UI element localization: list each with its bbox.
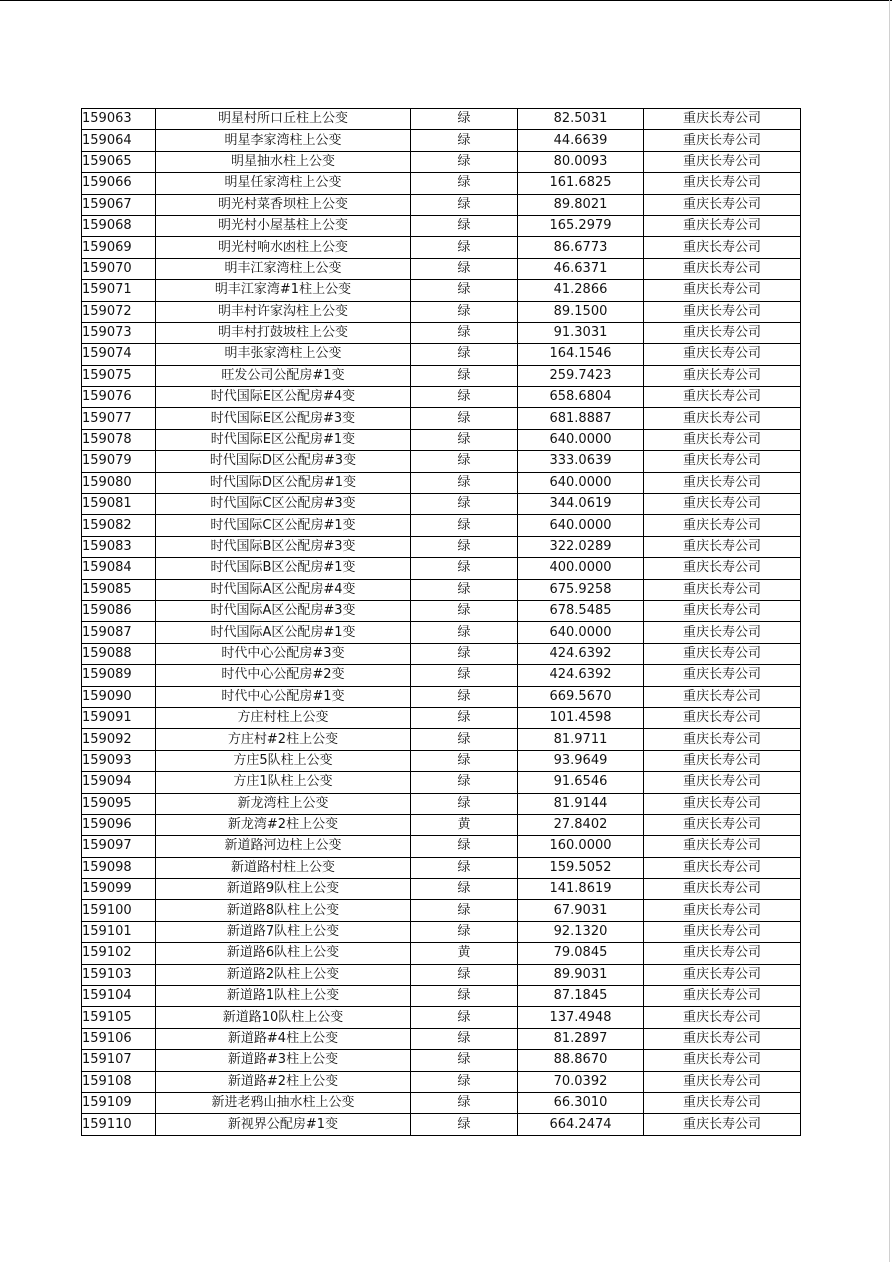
id-cell: 159068 (82, 215, 156, 236)
value-cell: 640.0000 (518, 622, 644, 643)
company-cell: 重庆长寿公司 (644, 322, 801, 343)
table-row (82, 1028, 801, 1049)
table-row (82, 772, 801, 793)
value-cell: 82.5031 (518, 109, 644, 130)
table-row (82, 494, 801, 515)
name-cell: 新道路2队柱上公变 (156, 964, 411, 985)
name-cell: 新龙湾柱上公变 (156, 793, 411, 814)
status-color-cell: 绿 (411, 836, 518, 857)
status-color-cell: 绿 (411, 772, 518, 793)
table-row (82, 536, 801, 557)
table-row (82, 1050, 801, 1071)
id-cell: 159109 (82, 1092, 156, 1113)
status-color-cell: 绿 (411, 1114, 518, 1135)
name-cell: 时代国际C区公配房#3变 (156, 494, 411, 515)
status-color-cell: 绿 (411, 301, 518, 322)
name-cell: 新道路#3柱上公变 (156, 1050, 411, 1071)
value-cell: 46.6371 (518, 258, 644, 279)
company-cell: 重庆长寿公司 (644, 857, 801, 878)
value-cell: 160.0000 (518, 836, 644, 857)
table-row (82, 1092, 801, 1113)
status-color-cell: 绿 (411, 494, 518, 515)
value-cell: 70.0392 (518, 1071, 644, 1092)
value-cell: 89.9031 (518, 964, 644, 985)
id-cell: 159091 (82, 707, 156, 728)
status-color-cell: 绿 (411, 986, 518, 1007)
id-cell: 159073 (82, 322, 156, 343)
name-cell: 方庄5队柱上公变 (156, 750, 411, 771)
id-cell: 159080 (82, 472, 156, 493)
company-cell: 重庆长寿公司 (644, 194, 801, 215)
value-cell: 681.8887 (518, 408, 644, 429)
value-cell: 664.2474 (518, 1114, 644, 1135)
name-cell: 新道路#2柱上公变 (156, 1071, 411, 1092)
value-cell: 322.0289 (518, 536, 644, 557)
table-row (82, 408, 801, 429)
value-cell: 91.3031 (518, 322, 644, 343)
value-cell: 640.0000 (518, 472, 644, 493)
value-cell: 640.0000 (518, 515, 644, 536)
company-cell: 重庆长寿公司 (644, 472, 801, 493)
value-cell: 86.6773 (518, 237, 644, 258)
name-cell: 新道路1队柱上公变 (156, 986, 411, 1007)
id-cell: 159079 (82, 451, 156, 472)
id-cell: 159106 (82, 1028, 156, 1049)
value-cell: 80.0093 (518, 151, 644, 172)
company-cell: 重庆长寿公司 (644, 729, 801, 750)
company-cell: 重庆长寿公司 (644, 943, 801, 964)
table-row (82, 600, 801, 621)
table-row (82, 921, 801, 942)
table-row (82, 151, 801, 172)
company-cell: 重庆长寿公司 (644, 750, 801, 771)
id-cell: 159082 (82, 515, 156, 536)
value-cell: 81.2897 (518, 1028, 644, 1049)
id-cell: 159104 (82, 986, 156, 1007)
id-cell: 159074 (82, 344, 156, 365)
table-row (82, 1007, 801, 1028)
name-cell: 明丰村许家沟柱上公变 (156, 301, 411, 322)
value-cell: 92.1320 (518, 921, 644, 942)
name-cell: 时代国际A区公配房#4变 (156, 579, 411, 600)
company-cell: 重庆长寿公司 (644, 344, 801, 365)
value-cell: 161.6825 (518, 173, 644, 194)
company-cell: 重庆长寿公司 (644, 1092, 801, 1113)
name-cell: 新进老鸦山抽水柱上公变 (156, 1092, 411, 1113)
id-cell: 159098 (82, 857, 156, 878)
table-row (82, 986, 801, 1007)
table-row (82, 622, 801, 643)
company-cell: 重庆长寿公司 (644, 707, 801, 728)
company-cell: 重庆长寿公司 (644, 579, 801, 600)
status-color-cell: 绿 (411, 258, 518, 279)
table-row (82, 301, 801, 322)
value-cell: 137.4948 (518, 1007, 644, 1028)
status-color-cell: 绿 (411, 194, 518, 215)
company-cell: 重庆长寿公司 (644, 536, 801, 557)
company-cell: 重庆长寿公司 (644, 1050, 801, 1071)
table-row (82, 194, 801, 215)
value-cell: 669.5670 (518, 686, 644, 707)
value-cell: 165.2979 (518, 215, 644, 236)
table-row (82, 686, 801, 707)
value-cell: 333.0639 (518, 451, 644, 472)
name-cell: 明星任家湾柱上公变 (156, 173, 411, 194)
name-cell: 时代国际E区公配房#4变 (156, 387, 411, 408)
value-cell: 424.6392 (518, 643, 644, 664)
company-cell: 重庆长寿公司 (644, 1071, 801, 1092)
id-cell: 159088 (82, 643, 156, 664)
status-color-cell: 绿 (411, 750, 518, 771)
name-cell: 明光村小屋基柱上公变 (156, 215, 411, 236)
status-color-cell: 绿 (411, 558, 518, 579)
name-cell: 时代国际D区公配房#3变 (156, 451, 411, 472)
table-row (82, 451, 801, 472)
id-cell: 159094 (82, 772, 156, 793)
id-cell: 159099 (82, 879, 156, 900)
table-row (82, 879, 801, 900)
value-cell: 88.8670 (518, 1050, 644, 1071)
status-color-cell: 绿 (411, 173, 518, 194)
name-cell: 新视界公配房#1变 (156, 1114, 411, 1135)
table-row (82, 515, 801, 536)
table-row (82, 387, 801, 408)
name-cell: 新道路8队柱上公变 (156, 900, 411, 921)
name-cell: 时代国际A区公配房#3变 (156, 600, 411, 621)
company-cell: 重庆长寿公司 (644, 130, 801, 151)
name-cell: 新道路10队柱上公变 (156, 1007, 411, 1028)
table-row (82, 130, 801, 151)
name-cell: 明丰江家湾#1柱上公变 (156, 280, 411, 301)
page-top-border (0, 0, 892, 1)
status-color-cell: 绿 (411, 857, 518, 878)
value-cell: 81.9144 (518, 793, 644, 814)
status-color-cell: 绿 (411, 643, 518, 664)
id-cell: 159077 (82, 408, 156, 429)
company-cell: 重庆长寿公司 (644, 494, 801, 515)
status-color-cell: 绿 (411, 900, 518, 921)
id-cell: 159064 (82, 130, 156, 151)
value-cell: 79.0845 (518, 943, 644, 964)
table-row (82, 964, 801, 985)
status-color-cell: 绿 (411, 686, 518, 707)
table-row (82, 558, 801, 579)
value-cell: 424.6392 (518, 665, 644, 686)
company-cell: 重庆长寿公司 (644, 215, 801, 236)
id-cell: 159097 (82, 836, 156, 857)
id-cell: 159110 (82, 1114, 156, 1135)
company-cell: 重庆长寿公司 (644, 173, 801, 194)
status-color-cell: 绿 (411, 215, 518, 236)
id-cell: 159072 (82, 301, 156, 322)
name-cell: 方庄1队柱上公变 (156, 772, 411, 793)
status-color-cell: 绿 (411, 151, 518, 172)
company-cell: 重庆长寿公司 (644, 151, 801, 172)
name-cell: 时代国际A区公配房#1变 (156, 622, 411, 643)
name-cell: 时代国际E区公配房#1变 (156, 429, 411, 450)
company-cell: 重庆长寿公司 (644, 280, 801, 301)
status-color-cell: 绿 (411, 387, 518, 408)
table-row (82, 215, 801, 236)
company-cell: 重庆长寿公司 (644, 408, 801, 429)
status-color-cell: 绿 (411, 729, 518, 750)
company-cell: 重庆长寿公司 (644, 258, 801, 279)
status-color-cell: 绿 (411, 707, 518, 728)
table-row (82, 579, 801, 600)
value-cell: 89.8021 (518, 194, 644, 215)
value-cell: 675.9258 (518, 579, 644, 600)
company-cell: 重庆长寿公司 (644, 836, 801, 857)
id-cell: 159102 (82, 943, 156, 964)
name-cell: 旺发公司公配房#1变 (156, 365, 411, 386)
status-color-cell: 绿 (411, 408, 518, 429)
id-cell: 159090 (82, 686, 156, 707)
name-cell: 时代中心公配房#1变 (156, 686, 411, 707)
company-cell: 重庆长寿公司 (644, 964, 801, 985)
status-color-cell: 黄 (411, 814, 518, 835)
status-color-cell: 绿 (411, 600, 518, 621)
company-cell: 重庆长寿公司 (644, 1007, 801, 1028)
value-cell: 658.6804 (518, 387, 644, 408)
id-cell: 159078 (82, 429, 156, 450)
value-cell: 91.6546 (518, 772, 644, 793)
table-row (82, 472, 801, 493)
id-cell: 159076 (82, 387, 156, 408)
id-cell: 159066 (82, 173, 156, 194)
status-color-cell: 绿 (411, 1050, 518, 1071)
status-color-cell: 绿 (411, 1007, 518, 1028)
id-cell: 159092 (82, 729, 156, 750)
value-cell: 344.0619 (518, 494, 644, 515)
name-cell: 新道路河边柱上公变 (156, 836, 411, 857)
status-color-cell: 绿 (411, 1028, 518, 1049)
status-color-cell: 绿 (411, 451, 518, 472)
value-cell: 678.5485 (518, 600, 644, 621)
name-cell: 明星抽水柱上公变 (156, 151, 411, 172)
name-cell: 时代国际E区公配房#3变 (156, 408, 411, 429)
name-cell: 明丰张家湾柱上公变 (156, 344, 411, 365)
table-row (82, 237, 801, 258)
id-cell: 159100 (82, 900, 156, 921)
name-cell: 新道路6队柱上公变 (156, 943, 411, 964)
company-cell: 重庆长寿公司 (644, 1028, 801, 1049)
value-cell: 141.8619 (518, 879, 644, 900)
status-color-cell: 绿 (411, 622, 518, 643)
company-cell: 重庆长寿公司 (644, 237, 801, 258)
table-row (82, 429, 801, 450)
company-cell: 重庆长寿公司 (644, 558, 801, 579)
table-row (82, 173, 801, 194)
id-cell: 159067 (82, 194, 156, 215)
table-row (82, 258, 801, 279)
company-cell: 重庆长寿公司 (644, 622, 801, 643)
table-row (82, 109, 801, 130)
status-color-cell: 绿 (411, 472, 518, 493)
id-cell: 159093 (82, 750, 156, 771)
status-color-cell: 绿 (411, 964, 518, 985)
value-cell: 66.3010 (518, 1092, 644, 1113)
value-cell: 400.0000 (518, 558, 644, 579)
table-row (82, 707, 801, 728)
value-cell: 159.5052 (518, 857, 644, 878)
name-cell: 时代国际B区公配房#3变 (156, 536, 411, 557)
id-cell: 159070 (82, 258, 156, 279)
table-row (82, 1114, 801, 1135)
company-cell: 重庆长寿公司 (644, 921, 801, 942)
value-cell: 164.1546 (518, 344, 644, 365)
id-cell: 159075 (82, 365, 156, 386)
company-cell: 重庆长寿公司 (644, 986, 801, 1007)
status-color-cell: 绿 (411, 793, 518, 814)
company-cell: 重庆长寿公司 (644, 772, 801, 793)
status-color-cell: 绿 (411, 921, 518, 942)
id-cell: 159081 (82, 494, 156, 515)
id-cell: 159105 (82, 1007, 156, 1028)
id-cell: 159071 (82, 280, 156, 301)
status-color-cell: 绿 (411, 579, 518, 600)
status-color-cell: 绿 (411, 429, 518, 450)
table-row (82, 836, 801, 857)
id-cell: 159084 (82, 558, 156, 579)
name-cell: 时代国际C区公配房#1变 (156, 515, 411, 536)
company-cell: 重庆长寿公司 (644, 515, 801, 536)
name-cell: 明星李家湾柱上公变 (156, 130, 411, 151)
status-color-cell: 绿 (411, 237, 518, 258)
status-color-cell: 绿 (411, 1092, 518, 1113)
table-row (82, 857, 801, 878)
status-color-cell: 绿 (411, 109, 518, 130)
company-cell: 重庆长寿公司 (644, 665, 801, 686)
status-color-cell: 绿 (411, 130, 518, 151)
company-cell: 重庆长寿公司 (644, 900, 801, 921)
id-cell: 159086 (82, 600, 156, 621)
table-row (82, 643, 801, 664)
id-cell: 159095 (82, 793, 156, 814)
name-cell: 时代国际B区公配房#1变 (156, 558, 411, 579)
id-cell: 159096 (82, 814, 156, 835)
table-row (82, 322, 801, 343)
id-cell: 159089 (82, 665, 156, 686)
company-cell: 重庆长寿公司 (644, 301, 801, 322)
status-color-cell: 绿 (411, 1071, 518, 1092)
value-cell: 81.9711 (518, 729, 644, 750)
status-color-cell: 绿 (411, 879, 518, 900)
table-body (82, 109, 801, 1136)
value-cell: 27.8402 (518, 814, 644, 835)
name-cell: 方庄村#2柱上公变 (156, 729, 411, 750)
name-cell: 时代国际D区公配房#1变 (156, 472, 411, 493)
name-cell: 明光村菜香坝柱上公变 (156, 194, 411, 215)
name-cell: 新龙湾#2柱上公变 (156, 814, 411, 835)
company-cell: 重庆长寿公司 (644, 686, 801, 707)
value-cell: 67.9031 (518, 900, 644, 921)
status-color-cell: 绿 (411, 280, 518, 301)
value-cell: 93.9649 (518, 750, 644, 771)
value-cell: 259.7423 (518, 365, 644, 386)
value-cell: 101.4598 (518, 707, 644, 728)
table-row (82, 793, 801, 814)
status-color-cell: 绿 (411, 536, 518, 557)
name-cell: 时代中心公配房#2变 (156, 665, 411, 686)
name-cell: 新道路9队柱上公变 (156, 879, 411, 900)
name-cell: 新道路村柱上公变 (156, 857, 411, 878)
table-row (82, 900, 801, 921)
value-cell: 89.1500 (518, 301, 644, 322)
table-row (82, 344, 801, 365)
name-cell: 方庄村柱上公变 (156, 707, 411, 728)
id-cell: 159065 (82, 151, 156, 172)
company-cell: 重庆长寿公司 (644, 451, 801, 472)
id-cell: 159063 (82, 109, 156, 130)
table-row (82, 280, 801, 301)
company-cell: 重庆长寿公司 (644, 429, 801, 450)
id-cell: 159087 (82, 622, 156, 643)
value-cell: 41.2866 (518, 280, 644, 301)
table-row (82, 750, 801, 771)
company-cell: 重庆长寿公司 (644, 1114, 801, 1135)
table-row (82, 943, 801, 964)
company-cell: 重庆长寿公司 (644, 600, 801, 621)
company-cell: 重庆长寿公司 (644, 814, 801, 835)
table-row (82, 365, 801, 386)
name-cell: 新道路#4柱上公变 (156, 1028, 411, 1049)
id-cell: 159107 (82, 1050, 156, 1071)
name-cell: 明光村响水凼柱上公变 (156, 237, 411, 258)
page-right-edge (889, 0, 890, 1262)
value-cell: 87.1845 (518, 986, 644, 1007)
company-cell: 重庆长寿公司 (644, 793, 801, 814)
id-cell: 159083 (82, 536, 156, 557)
name-cell: 明星村所口丘柱上公变 (156, 109, 411, 130)
company-cell: 重庆长寿公司 (644, 879, 801, 900)
name-cell: 明丰村打鼓坡柱上公变 (156, 322, 411, 343)
table-row (82, 729, 801, 750)
status-color-cell: 绿 (411, 515, 518, 536)
name-cell: 时代中心公配房#3变 (156, 643, 411, 664)
status-color-cell: 绿 (411, 344, 518, 365)
name-cell: 新道路7队柱上公变 (156, 921, 411, 942)
table-row (82, 665, 801, 686)
company-cell: 重庆长寿公司 (644, 365, 801, 386)
id-cell: 159069 (82, 237, 156, 258)
value-cell: 44.6639 (518, 130, 644, 151)
status-color-cell: 绿 (411, 665, 518, 686)
status-color-cell: 绿 (411, 365, 518, 386)
id-cell: 159108 (82, 1071, 156, 1092)
id-cell: 159101 (82, 921, 156, 942)
table-row (82, 1071, 801, 1092)
status-color-cell: 绿 (411, 322, 518, 343)
company-cell: 重庆长寿公司 (644, 109, 801, 130)
table-row (82, 814, 801, 835)
company-cell: 重庆长寿公司 (644, 387, 801, 408)
id-cell: 159085 (82, 579, 156, 600)
transformer-table (81, 108, 801, 1136)
name-cell: 明丰江家湾柱上公变 (156, 258, 411, 279)
value-cell: 640.0000 (518, 429, 644, 450)
company-cell: 重庆长寿公司 (644, 643, 801, 664)
status-color-cell: 黄 (411, 943, 518, 964)
id-cell: 159103 (82, 964, 156, 985)
